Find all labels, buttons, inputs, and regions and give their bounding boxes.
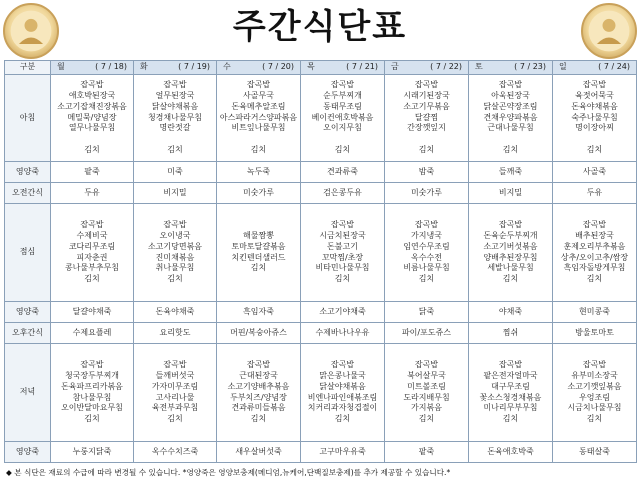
menu-item: 비트잎나물무침 (231, 123, 286, 133)
meal-cell (553, 75, 637, 162)
menu-item: 세발나물무침 (487, 263, 534, 273)
menu-item: 토마토달걀볶음 (231, 241, 286, 251)
menu-item: 돈육파프리카볶음 (61, 381, 123, 391)
menu-item: 잡곡밥 (163, 220, 187, 230)
menu-item: 김치 (502, 144, 519, 154)
meal-cell (51, 204, 134, 302)
menu-item: 소고기당면볶음 (147, 241, 203, 251)
menu-item: 육젓어묵국 (575, 91, 614, 100)
menu-item: 김치 (167, 274, 183, 284)
menu-item: 달걀찜 (414, 112, 439, 122)
menu-item: 김치 (167, 144, 183, 154)
menu-item: 잡곡밥 (330, 360, 355, 370)
menu-item: 고사리나물 (155, 392, 195, 402)
menu-cell: 비지밀 (134, 183, 217, 204)
menu-item: 잡곡밥 (498, 80, 523, 90)
menu-cell: 머핀/복숭아쥬스 (217, 323, 301, 344)
menu-item: 북어살무국 (407, 370, 446, 380)
menu-item: 김치 (586, 414, 603, 424)
row-label: 영양죽 (5, 162, 51, 183)
menu-item: 수제비국 (76, 230, 108, 240)
menu-cell: 고구마우유죽 (301, 442, 385, 463)
menu-item (301, 134, 384, 145)
table-row (5, 344, 637, 442)
menu-item: 양배추된장무침 (483, 252, 538, 262)
menu-item: 김치 (586, 144, 603, 154)
menu-item: 애호박된장국 (68, 91, 116, 100)
header-day: 일 ( 7 / 24) (553, 61, 637, 75)
menu-item: 진미채볶음 (155, 252, 195, 262)
meal-cell (134, 204, 217, 302)
menu-item: 잡곡밥 (498, 360, 523, 370)
table-row (5, 183, 637, 204)
table-row (5, 75, 637, 162)
menu-item: 잡곡밥 (80, 220, 104, 230)
meal-cell (469, 75, 553, 162)
menu-item: 시금치된장국 (319, 230, 366, 240)
header-day: 화 ( 7 / 19) (134, 61, 217, 75)
menu-cell: 소고기야채죽 (301, 302, 385, 323)
menu-cell: 동태살죽 (553, 442, 637, 463)
menu-item: 잡곡밥 (80, 360, 104, 370)
menu-item: 청경채나물무침 (147, 112, 203, 122)
menu-item (217, 220, 300, 231)
menu-item: 시금치나물무침 (567, 403, 622, 413)
menu-item: 미나리무부무침 (483, 403, 538, 413)
menu-item: 배추된장국 (575, 230, 614, 240)
menu-item: 가지냉국 (411, 230, 442, 240)
menu-cell: 찜쉬 (469, 323, 553, 344)
menu-item: 오이지무침 (323, 123, 362, 133)
menu-item: 닭살야채볶음 (151, 101, 199, 111)
meal-cell (385, 204, 469, 302)
menu-item (134, 134, 216, 145)
menu-item: 김치 (167, 414, 183, 424)
menu-cell: 돈육애호박죽 (469, 442, 553, 463)
menu-item: 치킨텐더샐러드 (231, 252, 286, 262)
meal-cell (217, 75, 301, 162)
table-row (5, 204, 637, 302)
menu-item: 청국장두부찌개 (64, 370, 120, 380)
menu-item (217, 134, 300, 145)
menu-cell: 두유 (553, 183, 637, 204)
menu-item: 옥수수전 (411, 252, 442, 262)
header-day: 목 ( 7 / 21) (301, 61, 385, 75)
meal-cell (301, 344, 385, 442)
menu-item: 돈불고기 (327, 241, 358, 251)
menu-item: 비엔나파인애볶조림 (307, 392, 378, 402)
menu-cell: 새우살버섯죽 (217, 442, 301, 463)
menu-item: 김치 (334, 144, 351, 154)
menu-item: 잡곡밥 (582, 360, 607, 370)
menu-item (217, 274, 300, 285)
row-label: 영양죽 (5, 302, 51, 323)
meal-cell (469, 344, 553, 442)
meal-cell (385, 344, 469, 442)
menu-body (5, 75, 637, 463)
menu-item: 도라지배무침 (403, 392, 450, 402)
menu-table (4, 60, 637, 463)
menu-item: 아욱된장국 (491, 91, 530, 100)
menu-item: 김치 (334, 414, 351, 424)
menu-item: 잡곡밥 (246, 80, 271, 90)
menu-item: 명이장아찌 (575, 123, 614, 133)
menu-cell: 녹두죽 (217, 162, 301, 183)
menu-item: 견과류미들볶음 (231, 403, 286, 413)
menu-item: 김치 (502, 274, 519, 284)
menu-item: 잡곡밥 (414, 360, 439, 370)
menu-item: 김치 (250, 144, 267, 154)
menu-item: 동태무조림 (323, 101, 362, 111)
menu-item: 맑은콩나물국 (319, 370, 366, 380)
menu-item: 김치 (418, 274, 435, 284)
menu-item: 시래기된장국 (403, 91, 450, 100)
meal-cell (469, 204, 553, 302)
menu-cell: 사골죽 (553, 162, 637, 183)
menu-item: 잡곡밥 (582, 80, 607, 90)
header-day: 월 ( 7 / 18) (51, 61, 134, 75)
menu-item: 콩나물부추무침 (64, 263, 120, 273)
menu-item: 가지볶음 (411, 403, 442, 413)
menu-item: 김치 (84, 274, 100, 284)
menu-item: 대구무조림 (491, 381, 530, 391)
menu-cell: 흑임자죽 (217, 302, 301, 323)
menu-item: 소고기양배추볶음 (227, 381, 290, 391)
menu-cell: 닭죽 (385, 302, 469, 323)
menu-item (51, 134, 133, 145)
menu-item: 돈육야채볶음 (571, 101, 618, 111)
menu-item: 흑임자돌방게무침 (563, 263, 626, 273)
menu-item: 잡곡밥 (163, 80, 187, 90)
menu-item: 메밀묵/양념장 (67, 112, 117, 122)
menu-item: 열무나물무침 (68, 123, 116, 133)
menu-item: 취나물무침 (155, 263, 195, 273)
menu-item: 유부미소장국 (571, 370, 618, 380)
menu-cell: 팥죽 (385, 442, 469, 463)
menu-cell: 미죽 (134, 162, 217, 183)
menu-item: 오이냉국 (159, 230, 191, 240)
menu-cell: 야채죽 (469, 302, 553, 323)
row-label: 아침 (5, 75, 51, 162)
menu-item: 미트볼조림 (407, 381, 446, 391)
menu-item: 참나물무침 (72, 392, 112, 402)
meal-cell (51, 344, 134, 442)
meal-cell (553, 204, 637, 302)
menu-item: 명란젓갈 (159, 123, 191, 133)
header-day: 금 ( 7 / 22) (385, 61, 469, 75)
menu-cell: 현미콩죽 (553, 302, 637, 323)
menu-item: 코다리무조림 (68, 241, 116, 251)
menu-item: 견채우양파볶음 (483, 112, 538, 122)
menu-cell: 검은콩두유 (301, 183, 385, 204)
menu-item: 잡곡밥 (330, 220, 355, 230)
meal-cell (51, 75, 134, 162)
menu-item: 잡곡밥 (330, 80, 355, 90)
menu-item: 잡곡밥 (414, 220, 439, 230)
menu-cell: 미숫가루 (217, 183, 301, 204)
menu-item: 근대된장국 (239, 370, 278, 380)
menu-cell: 팥죽 (51, 162, 134, 183)
menu-item: 사골무국 (243, 91, 274, 100)
menu-item: 잡곡밥 (246, 360, 271, 370)
menu-item: 소고기잡채진장볶음 (57, 101, 127, 111)
footer-note: ◆ 본 식단은 재료의 수급에 따라 변경될 수 있습니다. *영양죽은 영양보충제(메디엄,뉴케어,단백질보충제)를 추가 제공할 수 있습니다.* (6, 468, 451, 477)
table-row (5, 442, 637, 463)
menu-cell: 요리핫도 (134, 323, 217, 344)
menu-cell: 미숫가루 (385, 183, 469, 204)
menu-item: 꽃소스청경채볶음 (479, 392, 542, 402)
table-row (5, 323, 637, 344)
menu-item: 임연수무조림 (403, 241, 450, 251)
row-label: 영양죽 (5, 442, 51, 463)
header-day: 토 ( 7 / 23) (469, 61, 553, 75)
menu-cell: 파이/포도쥬스 (385, 323, 469, 344)
meal-cell (134, 75, 217, 162)
menu-cell: 수제바나나우유 (301, 323, 385, 344)
meal-cell (301, 204, 385, 302)
menu-item: 간장깻잎지 (407, 123, 446, 133)
menu-cell: 돈육야채죽 (134, 302, 217, 323)
menu-item: 베이컨애호박볶음 (311, 112, 374, 122)
menu-item: 오이반달마요무침 (61, 403, 123, 413)
menu-cell: 누룽지닭죽 (51, 442, 134, 463)
menu-item: 김치 (418, 144, 435, 154)
menu-item: 소고기깻잎볶음 (567, 381, 622, 391)
table-row (5, 302, 637, 323)
menu-cell: 방울토마토 (553, 323, 637, 344)
menu-item: 닭살곤약장조림 (483, 101, 538, 111)
meal-cell (134, 344, 217, 442)
menu-item: 숙주나물무침 (571, 112, 618, 122)
menu-item: 김치 (502, 414, 519, 424)
menu-item: 김치 (250, 263, 267, 273)
menu-item: 잡곡밥 (414, 80, 439, 90)
menu-cell: 옥수수치즈죽 (134, 442, 217, 463)
menu-item: 상추/오이고추/쌈장 (560, 252, 629, 262)
menu-item: 닭살야채볶음 (319, 381, 366, 391)
menu-item: 얼무된장국 (155, 91, 195, 100)
menu-item: 비름나물무침 (403, 263, 450, 273)
row-label: 오전간식 (5, 183, 51, 204)
menu-item (385, 134, 468, 145)
meal-cell (217, 344, 301, 442)
menu-item: 근대나물무침 (487, 123, 534, 133)
menu-item: 김치 (250, 414, 267, 424)
menu-item: 팥은전자얼마국 (483, 370, 538, 380)
header-row (5, 61, 637, 75)
menu-item: 해물짬뽕 (243, 230, 274, 240)
menu-item: 소고기버섯볶음 (483, 241, 538, 251)
menu-item: 비타민나물무침 (315, 263, 370, 273)
menu-item: 잡곡밥 (498, 220, 523, 230)
menu-item: 치커리과자청겹절이 (307, 403, 378, 413)
menu-item: 김치 (84, 144, 100, 154)
page-title: 주간식단표 (232, 7, 408, 47)
menu-item: 육전부과무침 (151, 403, 199, 413)
menu-item: 김치 (418, 414, 435, 424)
menu-cell: 비지밀 (469, 183, 553, 204)
menu-cell: 달걀야채죽 (51, 302, 134, 323)
menu-item: 꼬막찜/초장 (321, 252, 364, 262)
menu-item: 잡곡밥 (80, 80, 104, 90)
meal-cell (301, 75, 385, 162)
menu-item: 두부치즈/양념장 (230, 392, 287, 402)
menu-item: 아스파라거스양파볶음 (219, 112, 298, 122)
table-row (5, 162, 637, 183)
menu-item: 잡곡밥 (163, 360, 187, 370)
header-day: 수 ( 7 / 20) (217, 61, 301, 75)
row-label: 오후간식 (5, 323, 51, 344)
meal-cell (385, 75, 469, 162)
menu-cell: 들깨죽 (469, 162, 553, 183)
header-label: 구분 (5, 61, 51, 75)
row-label: 저녁 (5, 344, 51, 442)
menu-item (469, 134, 552, 145)
menu-item: 소고기무볶음 (403, 101, 450, 111)
menu-item (553, 134, 636, 145)
menu-item: 김치 (334, 274, 351, 284)
menu-item: 돈육순두부찌개 (483, 230, 538, 240)
menu-cell: 견과류죽 (301, 162, 385, 183)
menu-cell: 수제요플레 (51, 323, 134, 344)
meal-cell (217, 204, 301, 302)
menu-item: 김치 (586, 274, 603, 284)
menu-item: 김치 (84, 414, 100, 424)
menu-item: 가자미무조림 (151, 381, 199, 391)
menu-cell: 두유 (51, 183, 134, 204)
menu-item: 피자춘권 (76, 252, 108, 262)
row-label: 점심 (5, 204, 51, 302)
menu-cell: 밤죽 (385, 162, 469, 183)
menu-item: 훈제오리부추볶음 (563, 241, 626, 251)
menu-item: 들깨버섯국 (155, 370, 195, 380)
menu-item: 돈육메추알조림 (231, 101, 286, 111)
menu-item: 순두부찌개 (323, 91, 362, 100)
menu-item: 우엉조림 (579, 392, 610, 402)
meal-cell (553, 344, 637, 442)
menu-item: 잡곡밥 (582, 220, 607, 230)
